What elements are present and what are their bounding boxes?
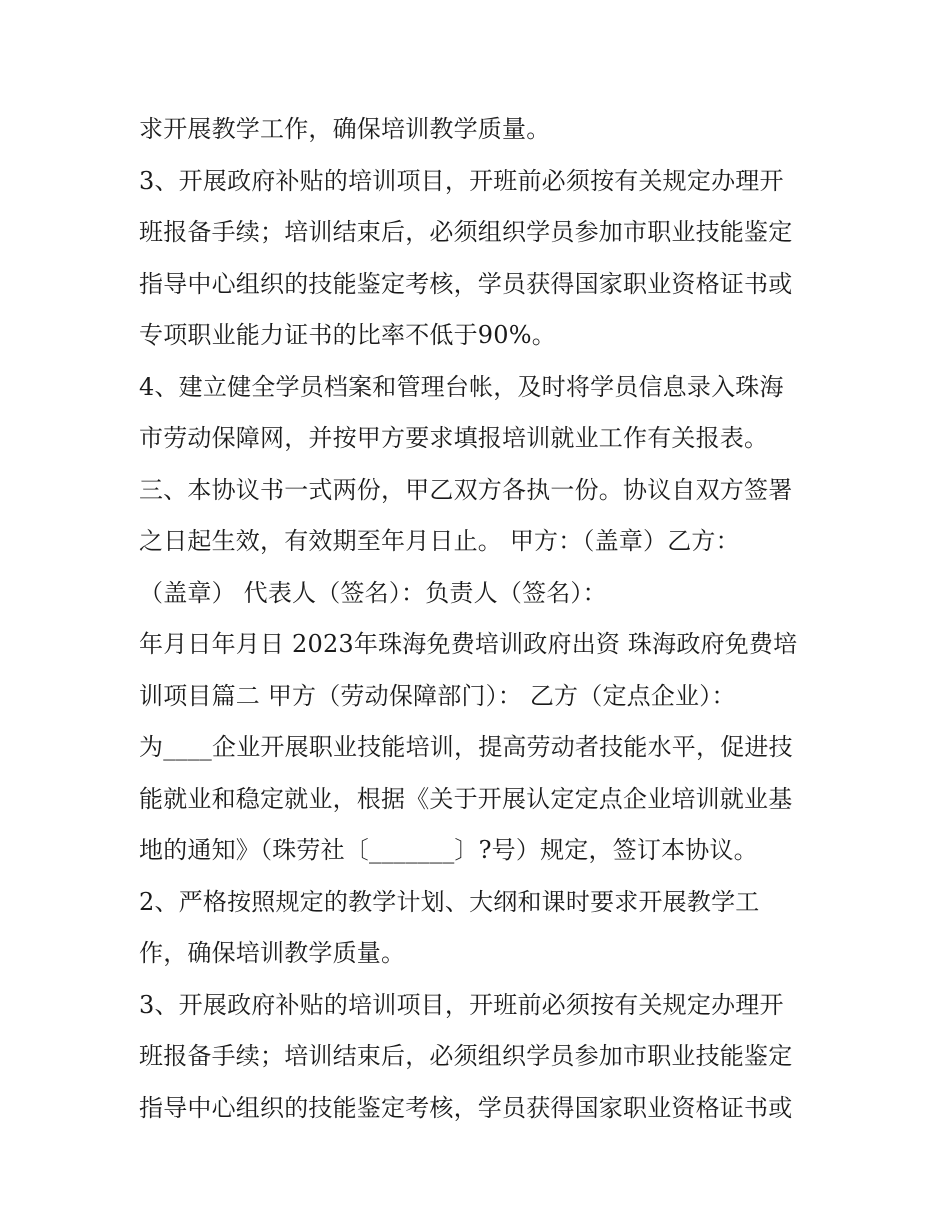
text-line: 3、开展政府补贴的培训项目，开班前必须按有关规定办理开 (139, 990, 784, 1019)
text-line: 指导中心组织的技能鉴定考核，学员获得国家职业资格证书或 (139, 1093, 793, 1122)
text-line: 班报备手续；培训结束后，必须组织学员参加市职业技能鉴定 (139, 1042, 793, 1070)
text-line: 班报备手续；培训结束后，必须组织学员参加市职业技能鉴定 (139, 218, 793, 246)
text-line: 3、开展政府补贴的培训项目，开班前必须按有关规定办理开 (139, 166, 784, 195)
text-line: 训项目篇二 甲方（劳动保障部门）： 乙方（定点企业）： (139, 681, 736, 710)
text-line: 指导中心组织的技能鉴定考核，学员获得国家职业资格证书或 (139, 269, 793, 298)
text-line: 市劳动保障网，并按甲方要求填报培训就业工作有关报表。 (139, 424, 769, 452)
text-line: 能就业和稳定就业，根据《关于开展认定定点企业培训就业基 (139, 784, 793, 813)
text-line: 之日起生效，有效期至年月日止。 甲方：（盖章）乙方： (139, 527, 740, 555)
text-line: 作，确保培训教学质量。 (139, 939, 406, 967)
text-line: 求开展教学工作，确保培训教学质量。 (139, 115, 551, 143)
text-line: 4、建立健全学员档案和管理台帐，及时将学员信息录入珠海 (139, 372, 784, 401)
text-line: 2、严格按照规定的教学计划、大纲和课时要求开展教学工 (139, 887, 760, 916)
text-line: 为____企业开展职业技能培训，提高劳动者技能水平，促进技 (139, 733, 793, 761)
text-line: 年月日年月日 2023年珠海免费培训政府出资 珠海政府免费培 (139, 630, 798, 658)
text-line: 专项职业能力证书的比率不低于90%。 (139, 321, 556, 349)
text-line: （盖章） 代表人（签名）：负责人（签名）： (139, 578, 607, 607)
text-line: 三、本协议书一式两份，甲乙双方各执一份。协议自双方签署 (139, 475, 793, 504)
document-body (139, 107, 839, 1137)
text-line: 地的通知》（珠劳社〔_______〕?号）规定，签订本协议。 (139, 836, 758, 864)
